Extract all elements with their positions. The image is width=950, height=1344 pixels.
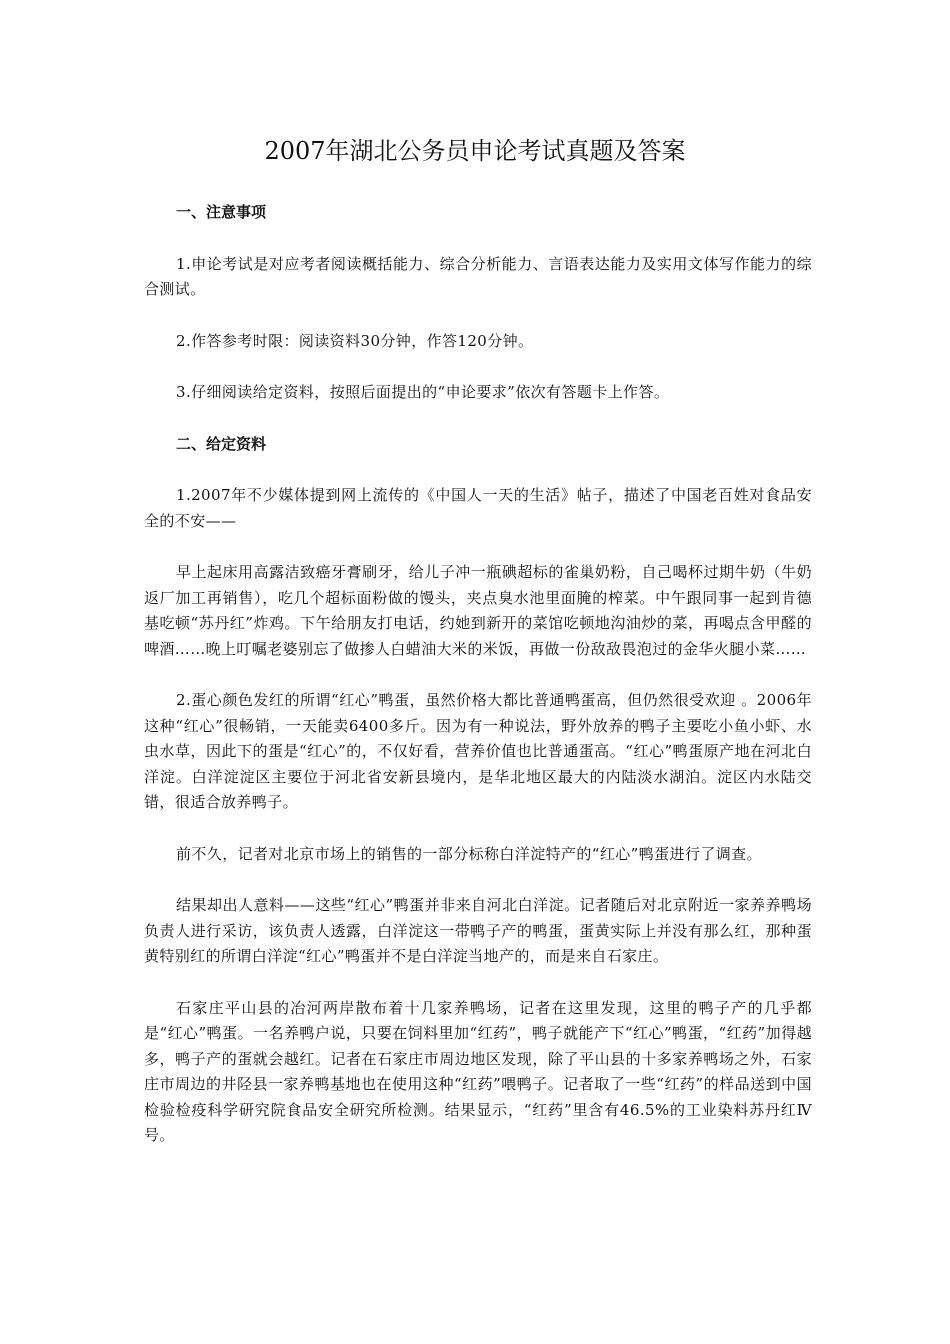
notes-item-3: 3.仔细阅读给定资料，按照后面提出的“申论要求”依次有答题卡上作答。 [176,383,670,401]
material-paragraph-6: 石家庄平山县的冶河两岸散布着十几家养鸭场，记者在这里发现，这里的鸭子产的几乎都是“红心”鸭蛋。一名养鸭户说，只要在饲料里加“红药”，鸭子就能产下“红心”鸭蛋，“红药”加得越多，鸭子产的蛋就会越红。记者在石家庄市周边地区发现，除了平山县的十多家养鸭场之外，石家庄市周边的井陉县一家养鸭基地也在使用这种“红药”喂鸭子。记者取了一些“红药”的样品送到中国检验检疫科学研究院食品安全研究所检测。结果显示，“红药”里含有46.5%的工业染料苏丹红Ⅳ号。 [144,998,812,1144]
document-body [144,200,812,1175]
notes-item-1: 1.申论考试是对应考者阅读概括能力、综合分析能力、言语表达能力及实用文体写作能力的综合测试。 [144,254,812,298]
document-title: 2007年湖北公务员申论考试真题及答案 [264,137,686,165]
material-paragraph-4: 前不久，记者对北京市场上的销售的一部分标称白洋淀特产的“红心”鸭蛋进行了调查。 [176,844,762,863]
material-paragraph-3: 2.蛋心颜色发红的所谓“红心”鸭蛋，虽然价格大都比普通鸭蛋高，但仍然很受欢迎 。2006年这种“红心”很畅销，一天能卖6400多斤。因为有一种说法，野外放养的鸭子主要吃小鱼小虾、水虫水草，因此下的蛋是“红心”的，不仅好看，营养价值也比普通蛋高。“红心”鸭蛋原产地在河北白洋淀。白洋淀淀区主要位于河北省安新县境内，是华北地区最大的内陆淡水湖泊。淀区内水陆交错，很适合放养鸭子。 [144,691,812,811]
section-heading-notes: 一、注意事项 [176,203,267,221]
notes-item-2: 2.作答参考时限：阅读资料30分钟，作答120分钟。 [176,331,534,350]
material-paragraph-1: 1.2007年不少媒体提到网上流传的《中国人一天的生活》帖子，描述了中国老百姓对食品安全的不安—— [144,486,812,530]
material-paragraph-5: 结果却出人意料——这些“红心”鸭蛋并非来自河北白洋淀。记者随后对北京附近一家养养鸭场负责人进行采访，该负责人透露，白洋淀这一带鸭子产的鸭蛋，蛋黄实际上并没有那么红，那种蛋黄特别红的所谓白洋淀“红心”鸭蛋并不是白洋淀当地产的，而是来自石家庄。 [144,896,812,965]
section-heading-materials: 二、给定资料 [176,434,267,453]
material-paragraph-2: 早上起床用高露洁致癌牙膏刷牙，给儿子冲一瓶碘超标的雀巢奶粉，自己喝杯过期牛奶（牛奶返厂加工再销售），吃几个超标面粉做的馒头，夹点臭水池里面腌的榨菜。中午跟同事一起到肯德基吃顿“苏丹红”炸鸡。下午给朋友打电话，约她到新开的菜馆吃顿地沟油炒的菜，再喝点含甲醛的啤酒……晚上叮嘱老婆别忘了做掺人白蜡油大米的米饭，再做一份敌敌畏泡过的金华火腿小菜…… [144,563,812,658]
